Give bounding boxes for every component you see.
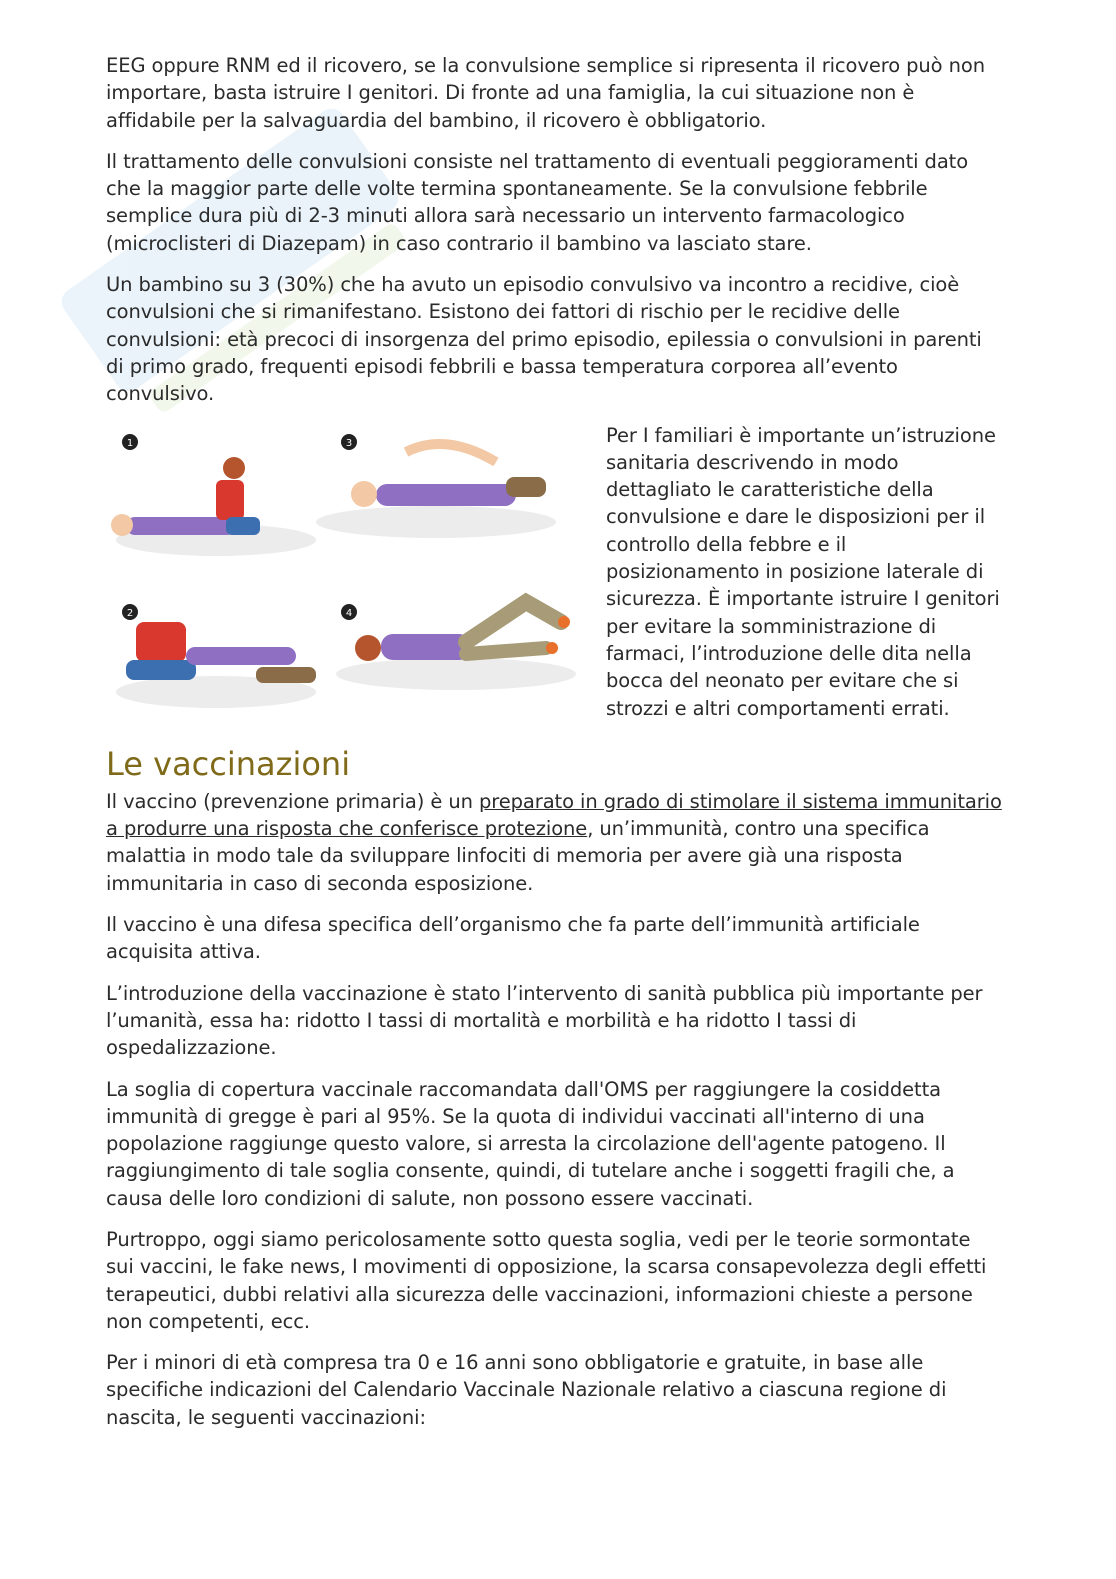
figure-row bbox=[106, 422, 1004, 722]
recovery-position-illustration bbox=[106, 422, 588, 722]
figure-side-text bbox=[606, 422, 1004, 722]
paragraph-introduzione: L’introduzione della vaccinazione è stato l’intervento di sanità pubblica più importante per l’umanità, essa ha: ridotto I tassi di mortalità e morbilità e ha ridotto I tassi di ospedalizzazione. bbox=[106, 981, 983, 1060]
svg-text:3: 3 bbox=[345, 437, 353, 449]
document-page bbox=[106, 52, 1004, 1445]
paragraph-familiari: Per I familiari è importante un’istruzione sanitaria descrivendo in modo dettagliato le caratteristiche della convulsione e dare le disposizioni per il controllo della febbre e il posizionamento in posizione laterale di sicurezza. È importante istruire I genitori per evitare la somministrazione di farmaci, l’introduzione delle dita nella bocca del neonato per evitare che si strozzi e altri comportamenti errati. bbox=[606, 423, 1000, 720]
step-badge-2 bbox=[122, 604, 138, 620]
svg-text:1: 1 bbox=[126, 437, 134, 449]
svg-text:4: 4 bbox=[345, 607, 353, 619]
step-badge-4 bbox=[341, 604, 357, 620]
paragraph-minori: Per i minori di età compresa tra 0 e 16 anni sono obbligatorie e gratuite, in base alle specifiche indicazioni del Calendario Vaccinale Nazionale relativo a ciascuna regione di nascita, le seguenti vaccinazioni: bbox=[106, 1351, 947, 1429]
illustration-step-1 bbox=[111, 457, 316, 556]
step-badge-3 bbox=[341, 434, 357, 450]
paragraph-purtroppo: Purtroppo, oggi siamo pericolosamente sotto questa soglia, vedi per le teorie sormontate sui vaccini, le fake news, I movimenti di opposizione, la scarsa consapevolezza degli effetti terapeutici, dubbi relativi alla sicurezza delle vaccinazioni, informazioni chieste a persone non competenti, ecc. bbox=[106, 1227, 987, 1333]
illustration-step-2 bbox=[116, 622, 316, 708]
illustration-step-4 bbox=[336, 602, 576, 690]
paragraph-soglia: La soglia di copertura vaccinale raccomandata dall'OMS per raggiungere la cosiddetta immunità di gregge è pari al 95%. Se la quota di individui vaccinati all'interno di una popolazione raggiunge questo valore, si arresta la circolazione dell'agente patogeno. Il raggiungimento di tale soglia consente, quindi, di tutelare anche i soggetti fragili che, a causa delle loro condizioni di salute, non possono essere vaccinati. bbox=[106, 1077, 955, 1210]
intro-underlined: preparato in grado di stimolare il sistema immunitario a produrre una risposta che conferisce protezione bbox=[106, 789, 1002, 841]
paragraph-vaccino-definizione bbox=[106, 788, 1004, 897]
svg-text:2: 2 bbox=[126, 607, 134, 619]
paragraph-recidive: Un bambino su 3 (30%) che ha avuto un episodio convulsivo va incontro a recidive, cioè convulsioni che si rimanifestano. Esistono dei fattori di rischio per le recidive delle convulsioni: età precoci di insorgenza del primo episodio, epilessia o convulsioni in parenti di primo grado, frequenti episodi febbrili e bassa temperatura corporea all’evento convulsivo. bbox=[106, 273, 982, 406]
step-badge-1 bbox=[122, 434, 138, 450]
section-heading: Le vaccinazioni bbox=[106, 744, 351, 783]
paragraph-ricovero: EEG oppure RNM ed il ricovero, se la convulsione semplice si ripresenta il ricovero può non importare, basta istruire I genitori. Di fronte ad una famiglia, la cui situazione non è affidabile per la salvaguardia del bambino, il ricovero è obbligatorio. bbox=[106, 54, 985, 132]
intro-end: , un’immunità, contro una specifica malattia in modo tale da sviluppare linfociti di memoria per avere già una risposta immunitaria in caso di seconda esposizione. bbox=[106, 817, 930, 895]
illustration-step-3 bbox=[316, 444, 556, 538]
paragraph-trattamento: Il trattamento delle convulsioni consiste nel trattamento di eventuali peggioramenti dato che la maggior parte delle volte termina spontaneamente. Se la convulsione febbrile semplice dura più di 2-3 minuti allora sarà necessario un intervento farmacologico (microclisteri di Diazepam) in caso contrario il bambino va lasciato stare. bbox=[106, 149, 969, 255]
paragraph-difesa: Il vaccino è una difesa specifica dell’organismo che fa parte dell’immunità artificiale acquisita attiva. bbox=[106, 913, 920, 964]
intro-start: Il vaccino (prevenzione primaria) è un bbox=[106, 789, 479, 813]
